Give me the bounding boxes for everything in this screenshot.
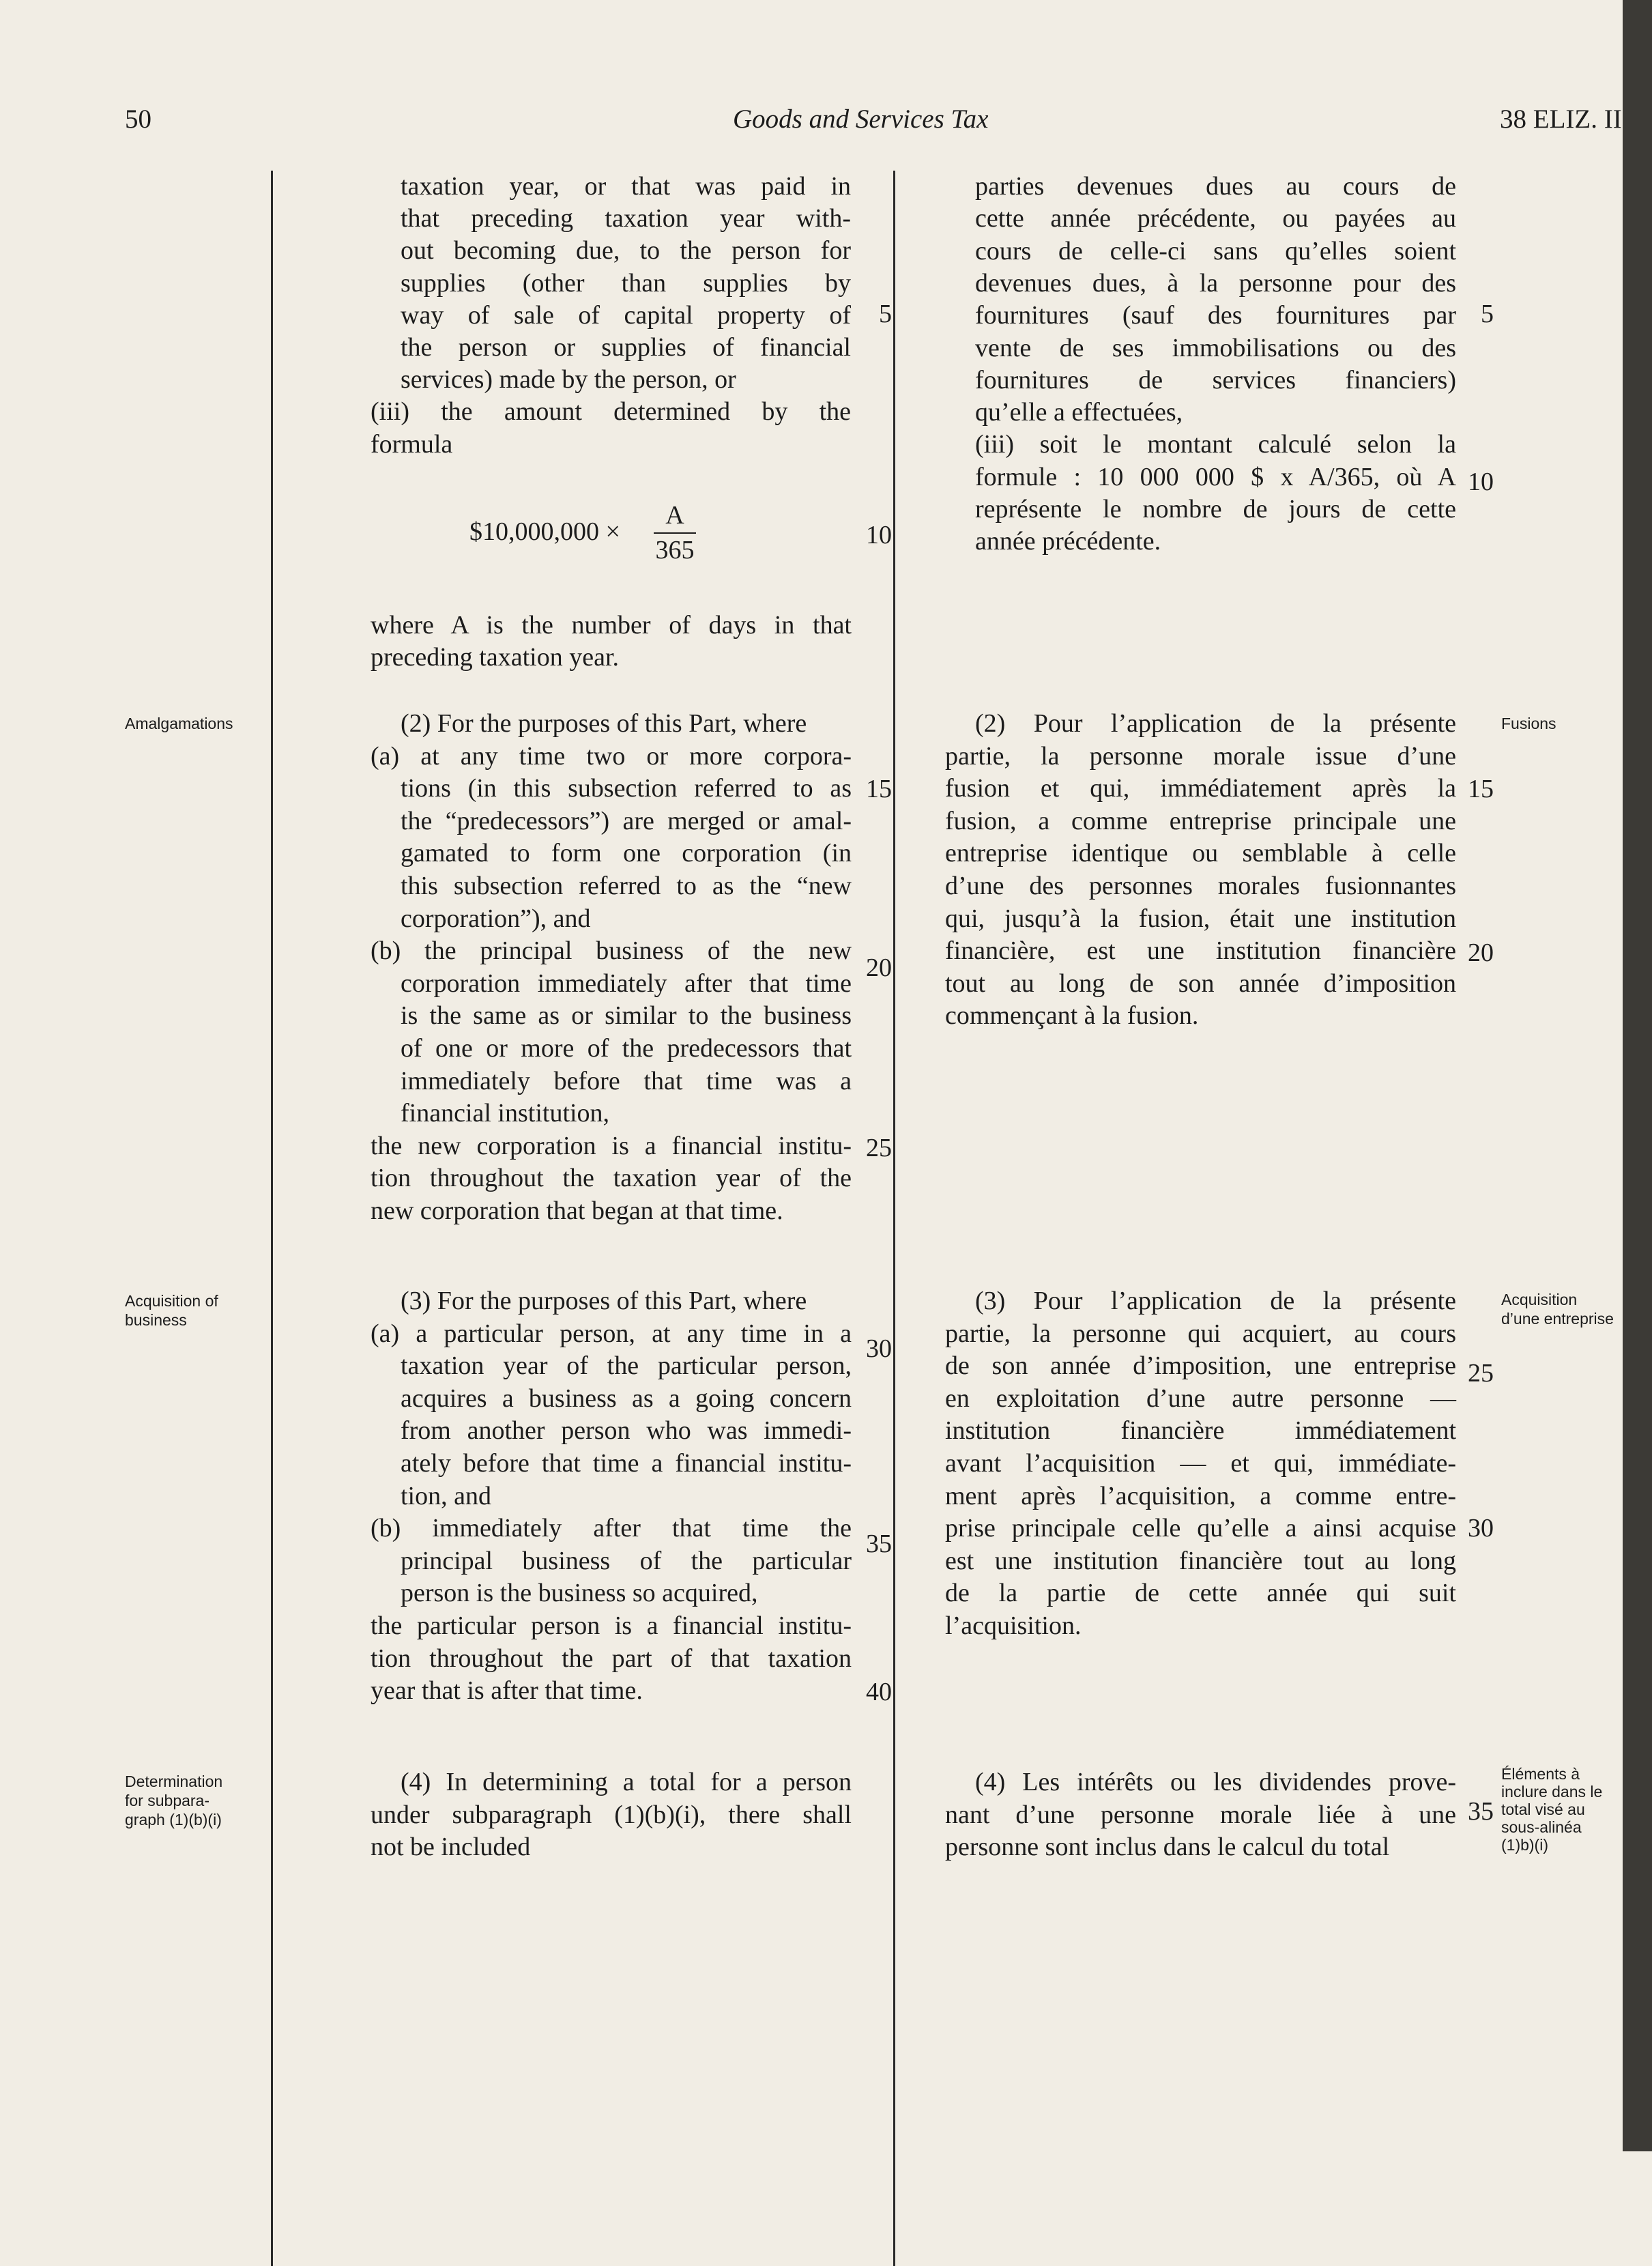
english-amalgamations-line: this subsection referred to as the “new (401, 872, 852, 900)
english-line-number: 25 (866, 1134, 892, 1162)
french-fusions-line: entreprise identique ou semblable à celle (945, 839, 1456, 868)
english-line-number: 40 (866, 1678, 892, 1706)
french-intro-line: (iii) soit le montant calculé selon la (975, 430, 1456, 459)
french-line-number: 20 (1468, 938, 1494, 967)
english-amalgamations-line: tions (in this subsection referred to as (401, 774, 852, 803)
french-intro-line: représente le nombre de jours de cette (975, 495, 1456, 524)
english-acquisition-line: the particular person is a financial institu- (371, 1611, 852, 1640)
fraction-bar (654, 532, 696, 534)
french-acquisition-line: est une institution financière tout au long (945, 1546, 1456, 1575)
french-fusions-line: tout au long de son année d’imposition (945, 969, 1456, 998)
french-acquisition-line: de son année d’imposition, une entreprise (945, 1351, 1456, 1381)
french-elements-line: nant d’une personne morale liée à une (945, 1800, 1456, 1829)
english-intro-line: formula (371, 429, 453, 459)
english-intro-line: out becoming due, to the person for (401, 236, 851, 266)
french-line-number: 30 (1468, 1514, 1494, 1543)
english-amalgamations-line: of one or more of the predecessors that (401, 1034, 852, 1063)
english-after-formula-line: where A is the number of days in that (371, 611, 852, 640)
french-intro-line: qu’elle a effectuées, (975, 398, 1183, 427)
french-intro-line: vente de ses immobilisations ou des (975, 333, 1456, 362)
french-fusions-line: fusion et qui, immédiatement après la (945, 774, 1456, 803)
english-acquisition-line: (3) For the purposes of this Part, where (401, 1287, 807, 1315)
english-determination-line: under subparagraph (1)(b)(i), there shall (371, 1800, 852, 1829)
english-intro-line: taxation year, or that was paid in (401, 172, 851, 201)
margin-note-fusions: Fusions (1501, 715, 1556, 732)
english-acquisition-line: from another person who was immedi- (401, 1416, 852, 1446)
french-acquisition-line: de la partie de cette année qui suit (945, 1579, 1456, 1608)
english-amalgamations-line: corporation”), and (401, 904, 591, 933)
english-acquisition-line: tion, and (401, 1481, 491, 1510)
scan-page-edge (1623, 0, 1652, 2151)
english-acquisition-line: person is the business so acquired, (401, 1579, 758, 1608)
english-intro-line: services) made by the person, or (401, 365, 736, 395)
french-fusions-line: financière, est une institution financière (945, 936, 1456, 966)
english-acquisition-line: principal business of the particular (401, 1546, 852, 1575)
english-intro-line: way of sale of capital property of (401, 300, 851, 330)
english-amalgamations-line: new corporation that began at that time. (371, 1196, 783, 1225)
french-intro-line: formule : 10 000 000 $ x A/365, où A (975, 462, 1456, 491)
english-after-formula-line: preceding taxation year. (371, 643, 620, 672)
english-amalgamations-line: (b) the principal business of the new (371, 936, 852, 966)
english-amalgamations-line: tion throughout the taxation year of the (371, 1164, 852, 1193)
french-intro-line: fournitures de services financiers) (975, 365, 1456, 395)
english-intro-line: (iii) the amount determined by the (371, 397, 851, 427)
english-acquisition-line: (b) immediately after that time the (371, 1514, 852, 1543)
english-acquisition-line: year that is after that time. (371, 1676, 643, 1706)
english-line-number: 5 (879, 300, 892, 328)
english-amalgamations-line: (a) at any time two or more corpora- (371, 741, 852, 771)
french-acquisition-line: l’acquisition. (945, 1611, 1082, 1640)
english-amalgamations-line: corporation immediately after that time (401, 969, 852, 998)
french-line-number: 5 (1481, 300, 1494, 328)
margin-note-elements: Éléments à inclure dans le total visé au sous-alinéa (1)b)(i) (1501, 1765, 1603, 1854)
french-intro-line: cours de celle-ci sans qu’elles soient (975, 236, 1456, 266)
french-fusions-line: partie, la personne morale issue d’une (945, 741, 1456, 771)
french-fusions-line: commençant à la fusion. (945, 1001, 1199, 1031)
french-line-number: 15 (1468, 775, 1494, 803)
french-elements-line: personne sont inclus dans le calcul du total (945, 1833, 1390, 1861)
french-acquisition-line: prise principale celle qu’elle a ainsi acquise (945, 1514, 1456, 1543)
french-intro-line: parties devenues dues au cours de (975, 172, 1456, 201)
french-acquisition-line: ment après l’acquisition, a comme entre- (945, 1481, 1456, 1510)
english-intro-line: supplies (other than supplies by (401, 268, 851, 298)
center-column-rule (893, 171, 895, 2266)
english-amalgamations-line: immediately before that time was a (401, 1066, 852, 1095)
english-acquisition-line: acquires a business as a going concern (401, 1383, 852, 1413)
french-fusions-line: fusion, a comme entreprise principale une (945, 806, 1456, 835)
french-line-number: 25 (1468, 1359, 1494, 1388)
margin-note-determination: Determination for subpara- graph (1)(b)(i) (125, 1773, 223, 1828)
french-acquisition-line: en exploitation d’une autre personne — (945, 1383, 1456, 1413)
margin-note-acquisition-of-business: Acquisition of business (125, 1292, 218, 1329)
english-determination-line: not be included (371, 1833, 531, 1861)
margin-note-amalgamations: Amalgamations (125, 715, 233, 732)
margin-note-acquisition-entreprise: Acquisition d’une entreprise (1501, 1291, 1614, 1328)
french-acquisition-line: partie, la personne qui acquiert, au cours (945, 1319, 1456, 1348)
english-line-number: 15 (866, 775, 892, 803)
formula-denominator: 365 (655, 536, 695, 564)
english-determination-line: (4) In determining a total for a person (401, 1768, 852, 1796)
english-amalgamations-line: the new corporation is a financial institu- (371, 1131, 852, 1160)
english-line-number: 35 (866, 1530, 892, 1558)
english-amalgamations-line: the “predecessors”) are merged or amal- (401, 806, 852, 835)
french-elements-line: (4) Les intérêts ou les dividendes prove- (975, 1768, 1456, 1796)
french-fusions-line: (2) Pour l’application de la présente (975, 709, 1456, 738)
english-intro-line: the person or supplies of financial (401, 333, 851, 362)
running-title: Goods and Services Tax (733, 104, 989, 134)
english-intro-line: that preceding taxation year with- (401, 204, 851, 233)
french-fusions-line: qui, jusqu’à la fusion, était une institution (945, 904, 1456, 933)
french-acquisition-line: (3) Pour l’application de la présente (975, 1287, 1456, 1315)
english-acquisition-line: (a) a particular person, at any time in a (371, 1319, 852, 1348)
formula-amount: $10,000,000 × (469, 517, 620, 546)
french-intro-line: fournitures (sauf des fournitures par (975, 301, 1456, 330)
english-acquisition-line: ately before that time a financial institu- (401, 1449, 852, 1478)
french-fusions-line: d’une des personnes morales fusionnantes (945, 872, 1456, 900)
left-column-rule (271, 171, 273, 2266)
english-line-number: 10 (866, 521, 892, 549)
french-acquisition-line: institution financière immédiatement (945, 1416, 1456, 1446)
english-amalgamations-line: (2) For the purposes of this Part, where (401, 709, 807, 738)
english-line-number: 30 (866, 1334, 892, 1363)
page-number: 50 (125, 104, 151, 134)
regnal-year: 38 ELIZ. II (1500, 104, 1622, 134)
english-amalgamations-line: gamated to form one corporation (in (401, 839, 852, 868)
english-acquisition-line: tion throughout the part of that taxation (371, 1644, 852, 1673)
french-intro-line: cette année précédente, ou payées au (975, 204, 1456, 233)
french-intro-line: devenues dues, à la personne pour des (975, 268, 1456, 298)
english-line-number: 20 (866, 953, 892, 982)
english-acquisition-line: taxation year of the particular person, (401, 1351, 852, 1381)
french-line-number: 10 (1468, 468, 1494, 496)
french-intro-line: année précédente. (975, 527, 1161, 556)
english-amalgamations-line: financial institution, (401, 1099, 610, 1128)
french-acquisition-line: avant l’acquisition — et qui, immédiate- (945, 1449, 1456, 1478)
english-amalgamations-line: is the same as or similar to the business (401, 1001, 852, 1031)
formula-numerator: A (665, 501, 684, 530)
french-line-number: 35 (1468, 1797, 1494, 1826)
